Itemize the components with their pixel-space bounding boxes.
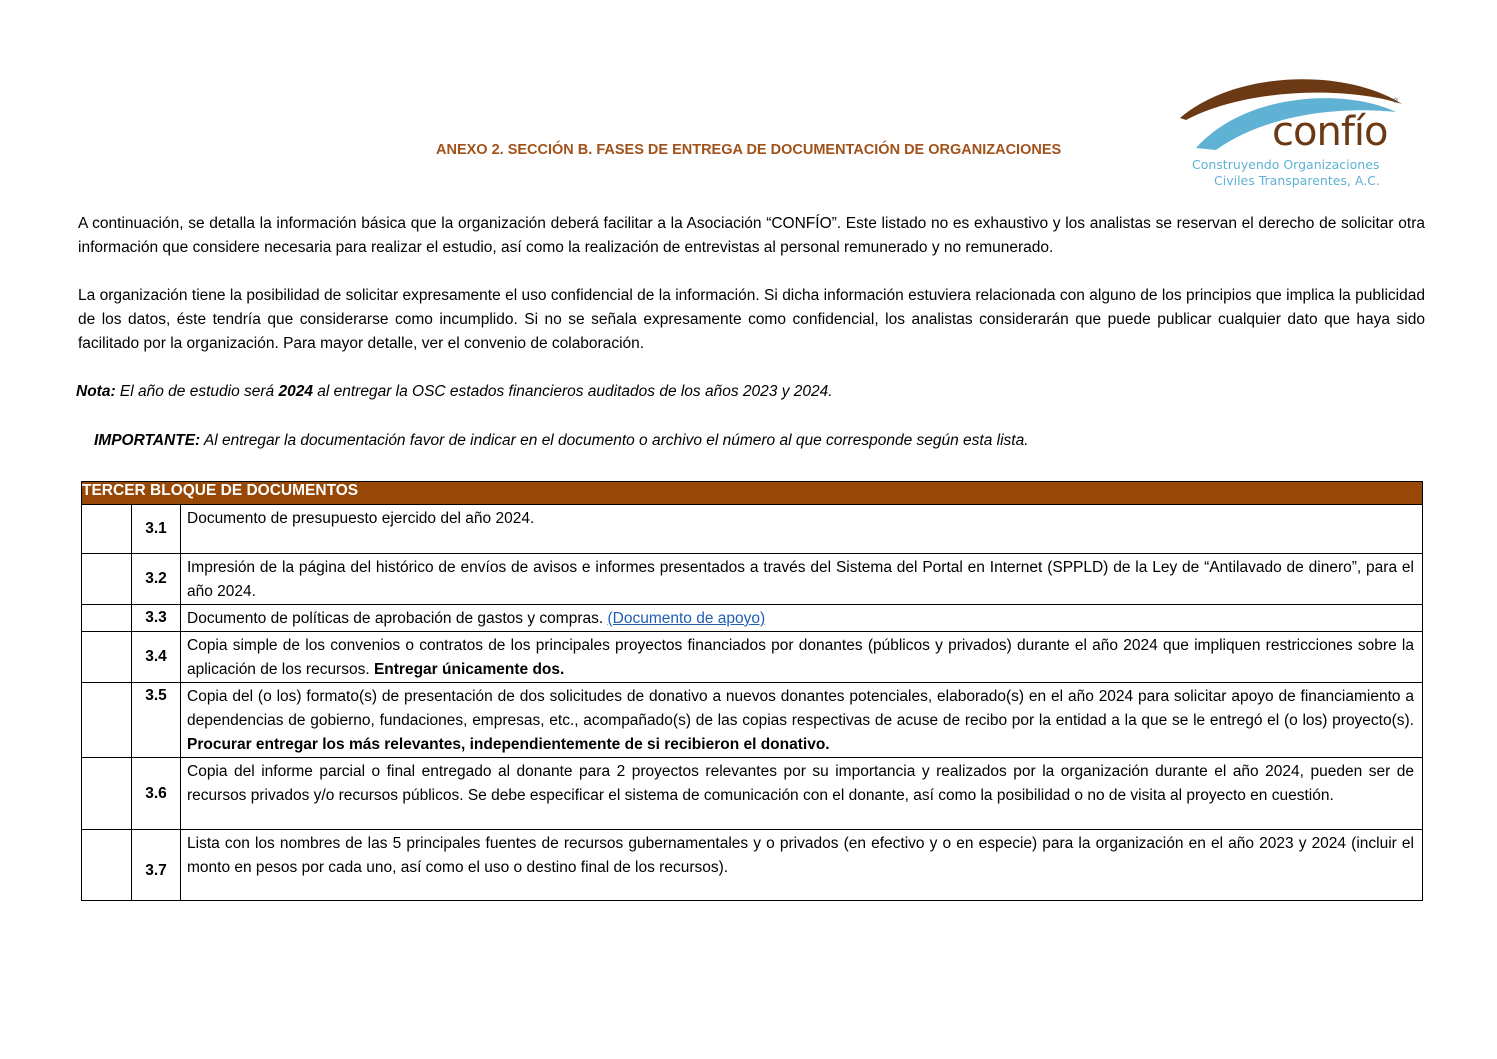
empty-cell	[82, 683, 132, 758]
item-emphasis: Entregar únicamente dos.	[373, 661, 565, 678]
table-row	[82, 758, 1423, 830]
document-title: ANEXO 2. SECCIÓN B. FASES DE ENTREGA DE DOCUMENTACIÓN DE ORGANIZACIONES	[436, 142, 1062, 158]
logo-subtitle-line2: Civiles Transparentes, A.C.	[1214, 173, 1380, 188]
item-number: 3.3	[132, 605, 181, 632]
item-text: Documento de políticas de aprobación de gastos y compras.	[187, 610, 608, 627]
item-number: 3.1	[132, 505, 181, 554]
item-description: Copia del informe parcial o final entregado al donante para 2 proyectos relevantes por su importancia y realizados por la organización durante el año 2024, pueden ser de recursos privados y/o recursos públicos. Se debe especificar el sistema de comunicación con el donante, así como la posibilidad o no de visita al proyecto en cuestión.	[181, 758, 1423, 830]
table-row	[82, 683, 1423, 758]
empty-cell	[82, 505, 132, 554]
intro-paragraph: A continuación, se detalla la información básica que la organización deberá facilitar a la Asociación “CONFÍO”. Este listado no es exhaustivo y los analistas se reservan el derecho de solicitar otra información que considere necesaria para realizar el estudio, así como la realización de entrevistas al personal remunerado y no remunerado.	[78, 215, 1425, 256]
item-description	[181, 683, 1423, 758]
item-description: Lista con los nombres de las 5 principales fuentes de recursos gubernamentales y o privados (en efectivo y o en especie) para la organización en el año 2023 y 2024 (incluir el monto en pesos por cada uno, así como el uso o destino final de los recursos).	[181, 830, 1423, 901]
item-number: 3.2	[132, 554, 181, 605]
empty-cell	[82, 830, 132, 901]
item-description	[181, 632, 1423, 683]
empty-cell	[82, 554, 132, 605]
support-document-link[interactable]: (Documento de apoyo)	[607, 610, 766, 627]
registered-mark: ®	[1393, 98, 1399, 105]
empty-cell	[82, 605, 132, 632]
table-row	[82, 632, 1423, 683]
note-label: Nota:	[76, 383, 116, 400]
note-text-before: El año de estudio será	[115, 383, 279, 400]
documents-table	[81, 481, 1423, 901]
table-header: TERCER BLOQUE DE DOCUMENTOS	[82, 482, 1423, 505]
table-row	[82, 605, 1423, 632]
note-text-after: al entregar la OSC estados financieros auditados de los años 2023 y 2024.	[312, 383, 833, 400]
important-note	[94, 429, 1029, 453]
item-number: 3.7	[132, 830, 181, 901]
important-text: Al entregar la documentación favor de indicar en el documento o archivo el número al que corresponde según esta lista.	[200, 432, 1029, 449]
confidentiality-paragraph: La organización tiene la posibilidad de solicitar expresamente el uso confidencial de la información. Si dicha información estuviera relacionada con alguno de los principios que implica la publicidad de los datos, éste tendría que considerarse como incumplido. Si no se señala expresamente como confidencial, los analistas considerarán que puede publicar cualquier dato que haya sido facilitado por la organización. Para mayor detalle, ver el convenio de colaboración.	[78, 287, 1425, 352]
table-row	[82, 554, 1423, 605]
confio-logo	[1176, 70, 1406, 192]
logo-wordmark: confío	[1272, 109, 1388, 155]
study-year-note	[76, 380, 833, 404]
item-number: 3.6	[132, 758, 181, 830]
item-number: 3.5	[132, 683, 181, 758]
logo-subtitle-line1: Construyendo Organizaciones	[1192, 157, 1380, 172]
item-description	[181, 605, 1423, 632]
important-label: IMPORTANTE:	[94, 432, 201, 449]
item-number: 3.4	[132, 632, 181, 683]
note-year: 2024	[278, 383, 313, 400]
item-text: Copia del (o los) formato(s) de presentación de dos solicitudes de donativo a nuevos donantes potenciales, elaborado(s) en el año 2024 para solicitar apoyo de financiamiento a dependencias de gobierno, fundaciones, empresas, etc., acompañado(s) de las copias respectivas de acuse de recibo por la entidad a la que se le entregó el (o los) proyecto(s).	[187, 688, 1414, 729]
empty-cell	[82, 758, 132, 830]
item-emphasis: Procurar entregar los más relevantes, independientemente de si recibieron el donativo.	[187, 736, 830, 753]
empty-cell	[82, 632, 132, 683]
item-description: Documento de presupuesto ejercido del año 2024.	[181, 505, 1423, 554]
table-row	[82, 830, 1423, 901]
table-header-row	[82, 482, 1423, 505]
item-description: Impresión de la página del histórico de envíos de avisos e informes presentados a través del Sistema del Portal en Internet (SPPLD) de la Ley de “Antilavado de dinero”, para el año 2024.	[181, 554, 1423, 605]
item-text: Copia simple de los convenios o contratos de los principales proyectos financiados por donantes (públicos y privados) durante el año 2024 que impliquen restricciones sobre la aplicación de los recursos.	[187, 637, 1414, 678]
table-row	[82, 505, 1423, 554]
